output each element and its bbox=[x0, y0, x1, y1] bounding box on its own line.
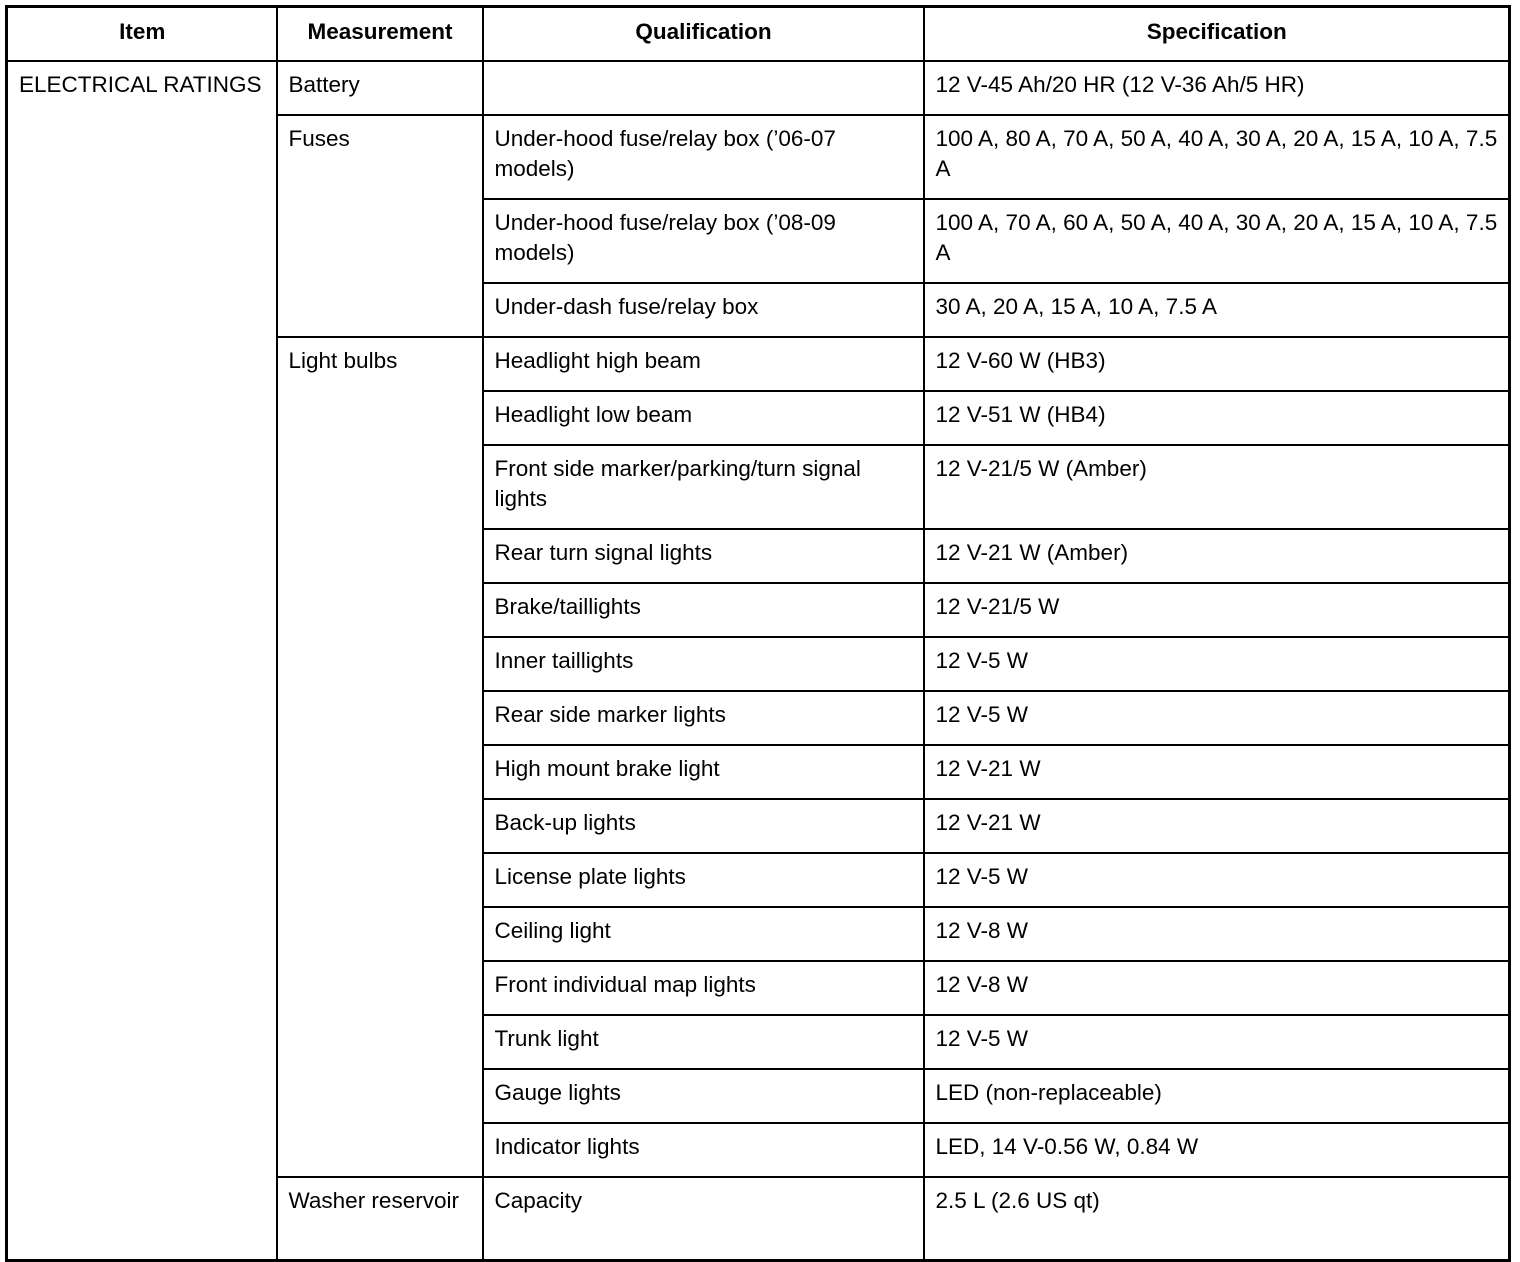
header-row bbox=[7, 7, 1510, 61]
header-item: Item bbox=[7, 7, 277, 61]
specification-cell: 12 V-51 W (HB4) bbox=[924, 391, 1510, 445]
header-measurement: Measurement bbox=[277, 7, 483, 61]
specification-cell: LED (non-replaceable) bbox=[924, 1069, 1510, 1123]
qualification-cell: Ceiling light bbox=[483, 907, 924, 961]
header-qualification: Qualification bbox=[483, 7, 924, 61]
specification-cell: 12 V-21 W bbox=[924, 745, 1510, 799]
specification-cell: 12 V-21 W bbox=[924, 799, 1510, 853]
measurement-cell: Battery bbox=[277, 61, 483, 115]
qualification-cell: Rear turn signal lights bbox=[483, 529, 924, 583]
qualification-cell: Front individual map lights bbox=[483, 961, 924, 1015]
qualification-cell: Under-dash fuse/relay box bbox=[483, 283, 924, 337]
specification-cell: 12 V-5 W bbox=[924, 853, 1510, 907]
qualification-cell: Inner taillights bbox=[483, 637, 924, 691]
specification-cell: 12 V-21/5 W bbox=[924, 583, 1510, 637]
qualification-cell: Brake/taillights bbox=[483, 583, 924, 637]
qualification-cell: Under-hood fuse/relay box (’08-09 models) bbox=[483, 199, 924, 283]
specification-cell: 12 V-8 W bbox=[924, 907, 1510, 961]
measurement-cell: Washer reservoir bbox=[277, 1177, 483, 1261]
specification-cell: 12 V-21/5 W (Amber) bbox=[924, 445, 1510, 529]
specification-cell: 30 A, 20 A, 15 A, 10 A, 7.5 A bbox=[924, 283, 1510, 337]
table-row bbox=[7, 61, 1510, 115]
item-cell: ELECTRICAL RATINGS bbox=[7, 61, 277, 1261]
specification-cell: 12 V-5 W bbox=[924, 637, 1510, 691]
qualification-cell: Front side marker/parking/turn signal lights bbox=[483, 445, 924, 529]
measurement-cell: Light bulbs bbox=[277, 337, 483, 1177]
specification-cell: 12 V-5 W bbox=[924, 691, 1510, 745]
specification-cell: 12 V-21 W (Amber) bbox=[924, 529, 1510, 583]
qualification-cell: Trunk light bbox=[483, 1015, 924, 1069]
specification-cell: 100 A, 70 A, 60 A, 50 A, 40 A, 30 A, 20 A, 15 A, 10 A, 7.5 A bbox=[924, 199, 1510, 283]
qualification-cell: Gauge lights bbox=[483, 1069, 924, 1123]
specification-cell: LED, 14 V-0.56 W, 0.84 W bbox=[924, 1123, 1510, 1177]
qualification-cell bbox=[483, 61, 924, 115]
qualification-cell: Headlight high beam bbox=[483, 337, 924, 391]
specification-cell: 100 A, 80 A, 70 A, 50 A, 40 A, 30 A, 20 A, 15 A, 10 A, 7.5 A bbox=[924, 115, 1510, 199]
specification-cell: 12 V-5 W bbox=[924, 1015, 1510, 1069]
specification-cell: 12 V-60 W (HB3) bbox=[924, 337, 1510, 391]
qualification-cell: High mount brake light bbox=[483, 745, 924, 799]
specification-cell: 2.5 L (2.6 US qt) bbox=[924, 1177, 1510, 1261]
specification-cell: 12 V-45 Ah/20 HR (12 V-36 Ah/5 HR) bbox=[924, 61, 1510, 115]
qualification-cell: Back-up lights bbox=[483, 799, 924, 853]
qualification-cell: Under-hood fuse/relay box (’06-07 models) bbox=[483, 115, 924, 199]
measurement-cell: Fuses bbox=[277, 115, 483, 337]
qualification-cell: Rear side marker lights bbox=[483, 691, 924, 745]
qualification-cell: Headlight low beam bbox=[483, 391, 924, 445]
qualification-cell: Capacity bbox=[483, 1177, 924, 1261]
electrical-ratings-table bbox=[5, 5, 1511, 1262]
qualification-cell: License plate lights bbox=[483, 853, 924, 907]
qualification-cell: Indicator lights bbox=[483, 1123, 924, 1177]
specification-cell: 12 V-8 W bbox=[924, 961, 1510, 1015]
header-specification: Specification bbox=[924, 7, 1510, 61]
